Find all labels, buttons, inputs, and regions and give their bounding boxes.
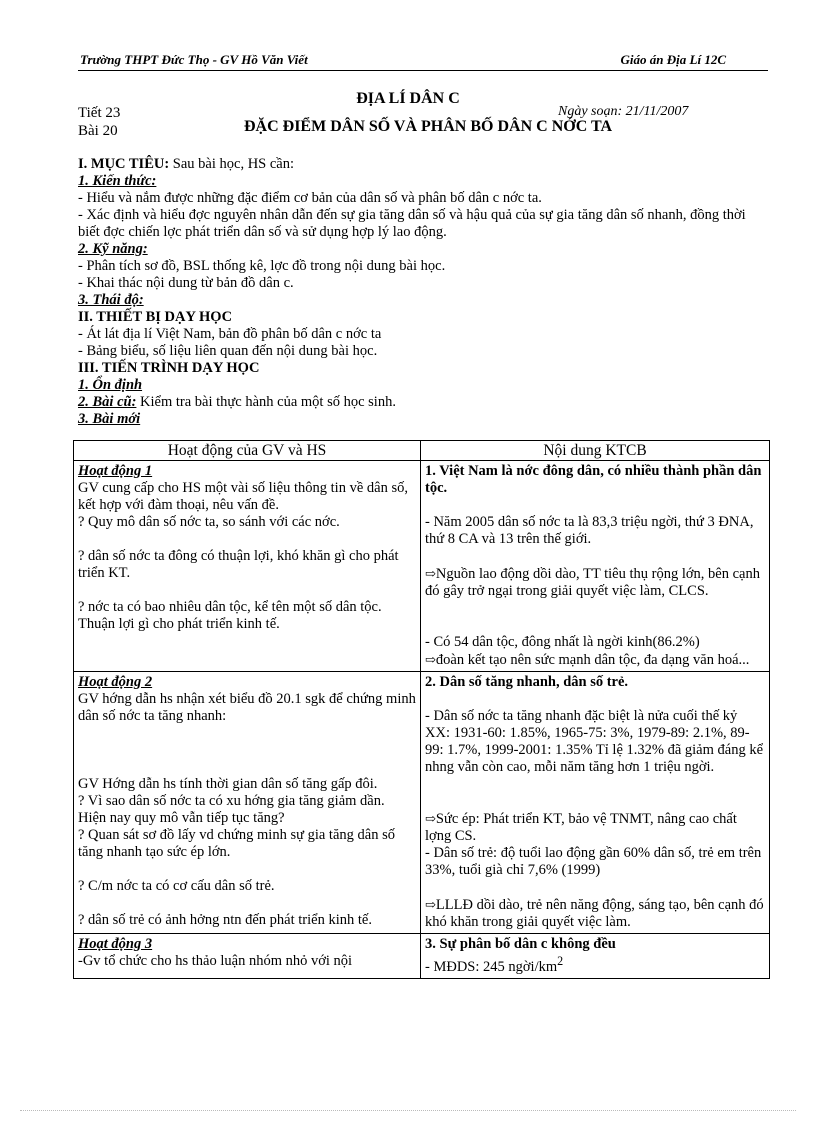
activity-text: ? nớc ta có bao nhiêu dân tộc, kể tên một số dân tộc. Thuận lợi gì cho phát triển kinh tế. <box>78 599 382 632</box>
content-text: - Năm 2005 dân số nớc ta là 83,3 triệu ngời, thứ 3 ĐNA, thứ 8 CA và 13 trên thế giới. <box>425 514 754 547</box>
section-intro: Sau bài học, HS cần: <box>169 156 295 172</box>
table-row <box>74 461 770 672</box>
content-text: - MĐDS: 245 ngời/$km^2$ <box>425 954 564 975</box>
activity-cell <box>74 461 421 672</box>
skills-item: - Phân tích sơ đồ, BSL thống kê, lợc đồ trong nội dung bài học. <box>78 258 446 274</box>
section-title: I. MỤC TIÊU: <box>78 156 170 172</box>
activity-heading: Hoạt động 1 <box>78 463 153 479</box>
activity-text: ? Vì sao dân số nớc ta có xu hớng gia tăng giảm dần. Hiện nay quy mô vẫn tiếp tục tăng? <box>78 793 385 826</box>
activity-text: ? C/m nớc ta có cơ cấu dân số trẻ. <box>78 878 275 894</box>
knowledge-item: - Hiểu và nắm được những đặc điểm cơ bản của dân số và phân bố dân c nớc ta. <box>78 190 542 206</box>
lesson-period: Tiết 23 <box>78 105 121 121</box>
content-text: ⇨đoàn kết tạo nên sức mạnh dân tộc, đa dạng văn hoá... <box>425 652 750 668</box>
activity-heading: Hoạt động 2 <box>78 674 153 690</box>
superscript: 2 <box>557 954 564 968</box>
section-equipment: II. THIẾT BỊ DẠY HỌC <box>78 309 233 325</box>
lesson-objectives <box>78 156 768 428</box>
table-row <box>74 934 770 979</box>
page-subtitle: ĐẶC ĐIỂM DÂN SỐ VÀ PHÂN BỐ DÂN C NỚC TA <box>243 118 612 135</box>
content-text: - Có 54 dân tộc, đông nhất là ngời kinh(86.2%) <box>425 634 700 650</box>
new-lesson-heading: 3. Bài mới <box>78 411 141 427</box>
table-header: Hoạt động của GV và HS <box>74 441 421 461</box>
content-cell <box>421 934 770 979</box>
content-cell <box>421 461 770 672</box>
arrow-icon: ⇨ <box>425 566 436 581</box>
activity-text: ? Quan sát sơ đồ lấy vd chứng minh sự gia tăng dân số tăng nhanh tạo sức ép lớn. <box>78 827 395 860</box>
activity-text: GV Hớng dẫn hs tính thời gian dân số tăng gấp đôi. <box>78 776 378 792</box>
section-procedure: III. TIẾN TRÌNH DẠY HỌC <box>78 360 260 376</box>
header-school: Trường THPT Đức Thọ - GV Hồ Văn Viết <box>80 52 308 67</box>
activity-text: ? dân số trẻ có ảnh hởng ntn đến phát triển kinh tế. <box>78 912 372 928</box>
lesson-table <box>73 440 770 979</box>
header-subject: Giáo án Địa Lí 12C <box>620 52 726 67</box>
arrow-icon: ⇨ <box>425 897 436 912</box>
activity-heading: Hoạt động 3 <box>78 936 153 952</box>
table-row <box>74 672 770 934</box>
activity-text: GV cung cấp cho HS một vài số liệu thông tin về dân số, kết hợp với đàm thoại, nêu vấn đề. <box>78 480 408 513</box>
skills-heading: 2. Kỹ năng: <box>78 241 148 257</box>
content-text: ⇨Sức ép: Phát triển KT, bảo vệ TNMT, nâng cao chất lợng CS. <box>425 811 737 844</box>
knowledge-item: - Xác định và hiểu đợc nguyên nhân dẫn đến sự gia tăng dân số và hậu quả của sự gia tăng dân số nhanh, đồng thời biết đợc chiến lợc phát triển dân số và sử dụng hợp lý lao động. <box>78 207 746 240</box>
section-objectives <box>78 156 768 173</box>
lesson-unit: Bài 20 <box>78 123 118 139</box>
review-heading: 2. Bài cũ: <box>78 394 137 410</box>
skills-item: - Khai thác nội dung từ bản đồ dân c. <box>78 275 294 291</box>
activity-text: -Gv tổ chức cho hs thảo luận nhóm nhỏ với nội <box>78 953 353 969</box>
review-text: Kiểm tra bài thực hành của một số học sinh. <box>136 394 396 410</box>
knowledge-heading: 1. Kiến thức: <box>78 173 157 189</box>
content-text: - Dân số trẻ: độ tuổi lao động gần 60% dân số, trẻ em trên 33%, tuổi già chỉ 7,6% (1999) <box>425 845 762 878</box>
content-cell <box>421 672 770 934</box>
content-text: - Dân số nớc ta tăng nhanh đặc biệt là nửa cuối thế kỷ XX: 1931-60: 1.85%, 1965-75: 3%, 1979-89: 2.1%, 89-99: 1.7%, 1999-2001: 1.35% Tỉ lệ 1.32% đã giảm đáng kể nhng vẫn còn cao, mỗi năm tăng hơn 1 triệu ngời. <box>425 708 764 775</box>
content-heading: 1. Việt Nam là nớc đông dân, có nhiều thành phần dân tộc. <box>425 463 762 496</box>
arrow-icon: ⇨ <box>425 652 436 667</box>
equipment-item: - Bảng biểu, số liệu liên quan đến nội dung bài học. <box>78 343 378 359</box>
table-header-row <box>74 441 770 461</box>
activity-cell <box>74 934 421 979</box>
stabilize-heading: 1. Ổn định <box>78 377 143 393</box>
equipment-item: - Át lát địa lí Việt Nam, bản đồ phân bố dân c nớc ta <box>78 326 382 342</box>
prep-date: Ngày soạn: 21/11/2007 <box>558 104 689 119</box>
activity-cell <box>74 672 421 934</box>
table-header: Nội dung KTCB <box>421 441 770 461</box>
content-heading: 2. Dân số tăng nhanh, dân số trẻ. <box>425 674 629 690</box>
activity-text: ? dân số nớc ta đông có thuận lợi, khó khăn gì cho phát triển KT. <box>78 548 399 581</box>
page-bottom-rule <box>20 1110 796 1111</box>
arrow-icon: ⇨ <box>425 811 436 826</box>
activity-text: ? Quy mô dân số nớc ta, so sánh với các nớc. <box>78 514 340 530</box>
content-heading: 3. Sự phân bố dân c không đều <box>425 936 616 952</box>
attitude-heading: 3. Thái độ: <box>78 292 144 308</box>
content-text: ⇨LLLĐ dồi dào, trẻ nên năng động, sáng tạo, bên cạnh đó khó khăn trong giải quyết việc làm. <box>425 897 764 930</box>
activity-text: GV hớng dẫn hs nhận xét biểu đồ 20.1 sgk để chứng minh dân số nớc ta tăng nhanh: <box>78 691 416 724</box>
content-text: ⇨Nguồn lao động dồi dào, TT tiêu thụ rộng lớn, bên cạnh đó gây trở ngại trong giải quyết việc làm, CLCS. <box>425 566 760 599</box>
page-title: ĐỊA LÍ DÂN C <box>356 90 460 107</box>
header-rule <box>78 70 768 71</box>
